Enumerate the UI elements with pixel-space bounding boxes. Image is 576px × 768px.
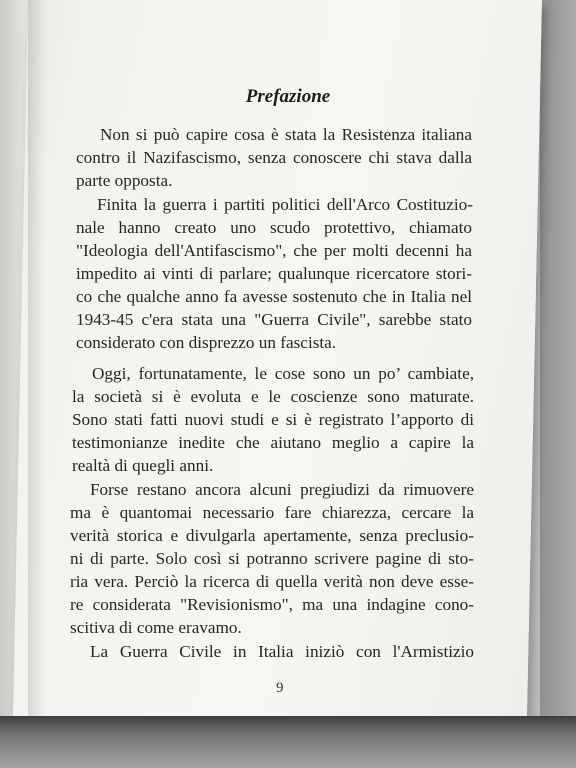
text-line: Sono stati fatti nuovi studi e si è registrato l’apporto di bbox=[72, 410, 474, 429]
text-line: ria vera. Perciò la ricerca di quella verità non deve esse- bbox=[70, 572, 474, 591]
text-line: Oggi, fortunatamente, le cose sono un po’ cambiate, bbox=[92, 364, 474, 383]
text-line: la società si è evoluta e le coscienze sono maturate. bbox=[72, 387, 474, 406]
text-line: "Ideologia dell'Antifascismo", che per molti decenni ha bbox=[76, 241, 472, 260]
text-line: Forse restano ancora alcuni pregiudizi da rimuovere bbox=[90, 480, 474, 499]
text-line: ma è quantomai necessario fare chiarezza, cercare la bbox=[70, 503, 474, 522]
text-line: verità storica e divulgarla apertamente, senza preclusio- bbox=[70, 526, 474, 545]
text-line: considerato con disprezzo un fascista. bbox=[76, 333, 337, 352]
page-number: 9 bbox=[276, 680, 284, 696]
text-line: Non si può capire cosa è stata la Resistenza italiana bbox=[100, 125, 472, 144]
text-line: La Guerra Civile in Italia iniziò con l'Armistizio bbox=[90, 642, 474, 661]
text-line: realtà di quegli anni. bbox=[72, 456, 214, 475]
text-line: impedito ai vinti di parlare; qualunque ricercatore stori- bbox=[76, 264, 472, 283]
text-line: parte opposta. bbox=[76, 171, 173, 190]
text-line: co che qualche anno fa avesse sostenuto che in Italia nel bbox=[76, 287, 472, 306]
text-line: contro il Nazifascismo, senza conoscere chi stava dalla bbox=[76, 148, 472, 167]
page-title: Prefazione bbox=[245, 86, 331, 107]
text-line: Finita la guerra i partiti politici dell'Arco Costituzio- bbox=[97, 195, 473, 214]
text-line: ni di parte. Solo così si potranno scrivere pagine di sto- bbox=[70, 549, 474, 568]
text-line: nale hanno creato uno scudo protettivo, chiamato bbox=[76, 218, 472, 237]
text-line: scitiva di come eravamo. bbox=[70, 618, 242, 637]
text-line: testimonianze inedite che aiutano meglio a capire la bbox=[72, 433, 474, 452]
text-line: re considerata "Revisionismo", ma una indagine cono- bbox=[70, 595, 474, 614]
text-line: 1943-45 c'era stata una "Guerra Civile", sarebbe stato bbox=[76, 310, 472, 329]
